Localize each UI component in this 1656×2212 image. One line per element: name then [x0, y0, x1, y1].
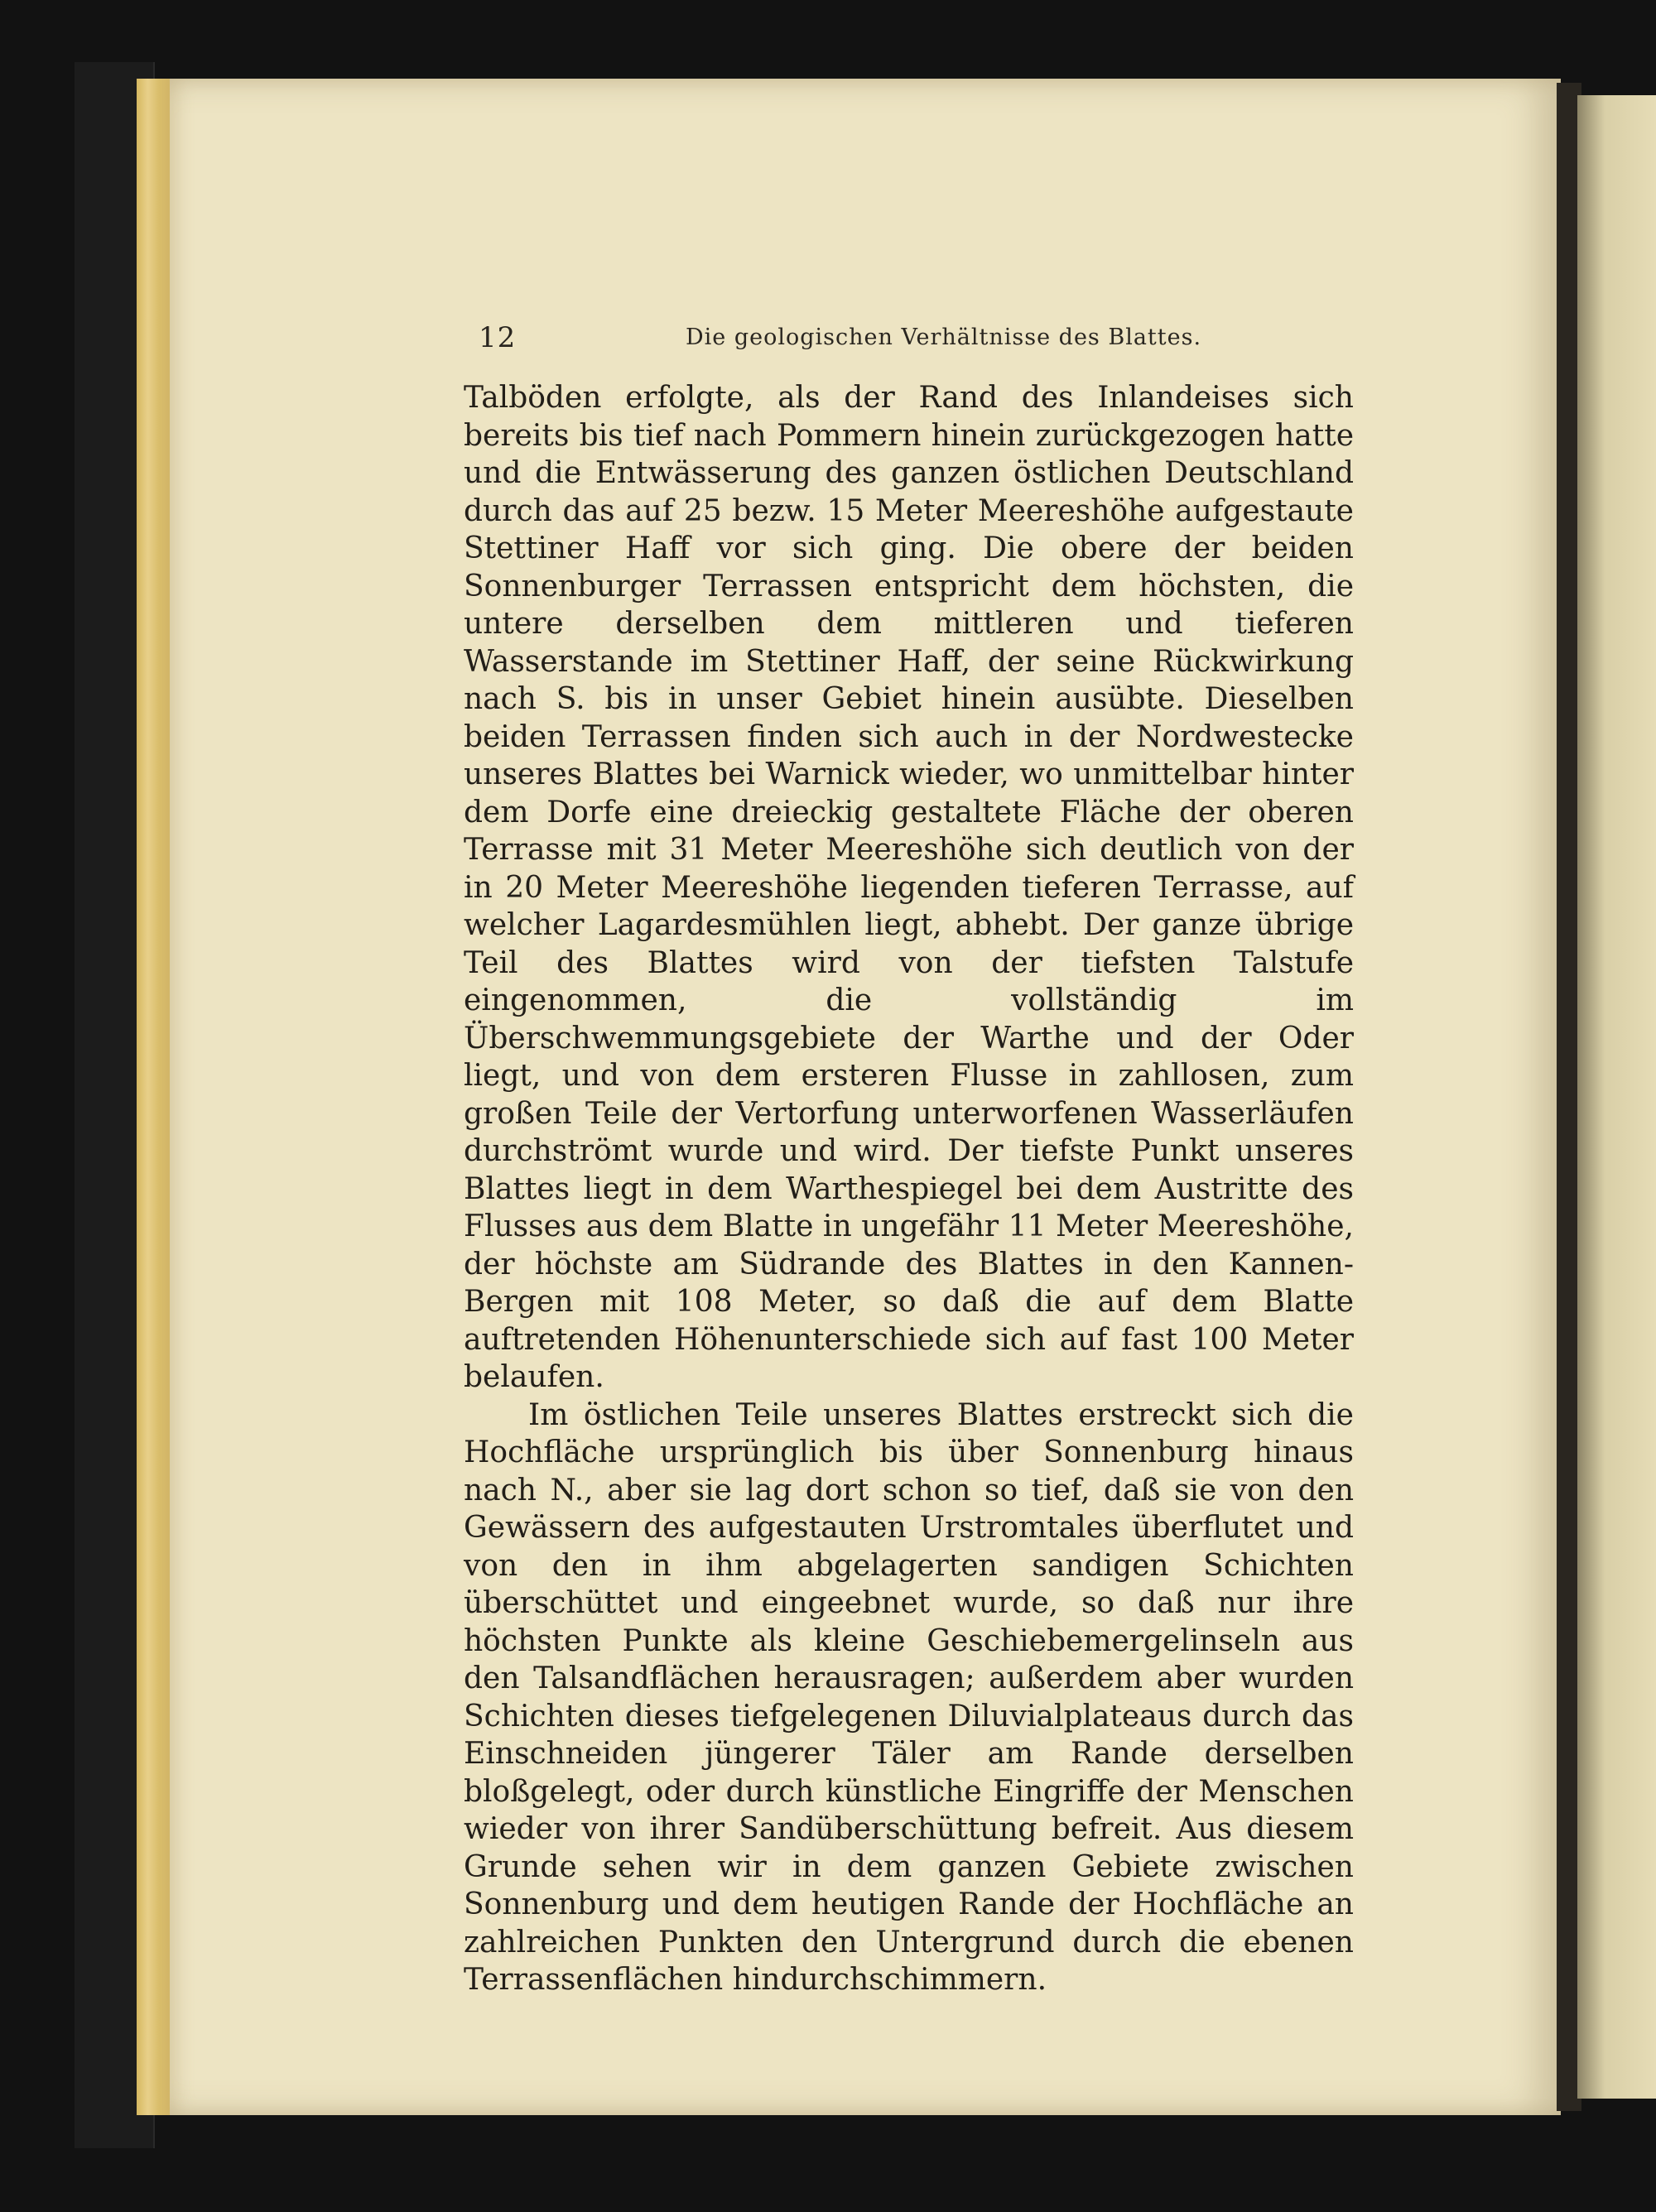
body-text [464, 379, 1354, 1999]
paragraph: Im östlichen Teile unseres Blattes erstreckt sich die Hochfläche ursprünglich bis über Sonnenburg hinaus nach N., aber sie lag dort schon so tief, daß sie von den Gewässern des aufgestauten Urstromtales überflutet und von den in ihm abgelagerten sandigen Schichten überschüttet und eingeebnet wurde, so daß nur ihre höchsten Punkte als kleine Geschiebemergelinseln aus den Talsandflächen herausragen; außerdem aber wurden Schichten dieses tiefgelegenen Diluvialplateaus durch das Einschneiden jüngerer Täler am Rande derselben bloßgelegt, oder durch künstliche Eingriffe der Menschen wieder von ihrer Sandüberschüttung befreit. Aus diesem Grunde sehen wir in dem ganzen Gebiete zwischen Sonnenburg und dem heutigen Rande der Hochfläche an zahlreichen Punkten den Untergrund durch die ebenen Terrassenflächen hindurchschimmern. [464, 1397, 1354, 1997]
running-title: Die geologischen Verhältnisse des Blattes. [686, 325, 1202, 350]
facing-page-edge [1577, 95, 1656, 2099]
paragraph: Talböden erfolgte, als der Rand des Inlandeises sich bereits bis tief nach Pommern hinein zurückgezogen hatte und die Entwässerung des ganzen östlichen Deutschland durch das auf 25 bezw. 15 Meter Meereshöhe aufgestaute Stettiner Haff vor sich ging. Die obere der beiden Sonnenburger Terrassen entspricht dem höchsten, die untere derselben dem mittleren und tieferen Wasserstande im Stettiner Haff, der seine Rückwirkung nach S. bis in unser Gebiet hinein ausübte. Dieselben beiden Terrassen finden sich auch in der Nordwestecke unseres Blattes bei Warnick wieder, wo unmittelbar hinter dem Dorfe eine dreieckig gestaltete Fläche der oberen Terrasse mit 31 Meter Meereshöhe sich deutlich von der in 20 Meter Meereshöhe liegenden tieferen Terrasse, auf welcher Lagardesmühlen liegt, abhebt. Der ganze übrige Teil des Blattes wird von der tiefsten Talstufe eingenommen, die vollständig im Überschwemmungsgebiete der Warthe und der Oder liegt, und von dem ersteren Flusse in zahllosen, zum großen Teile der Vertorfung unterworfenen Wasserläufen durchströmt wurde und wird. Der tiefste Punkt unseres Blattes liegt in dem Warthespiegel bei dem Austritte des Flusses aus dem Blatte in ungefähr 11 Meter Meereshöhe, der höchste am Südrande des Blattes in den Kannen-Bergen mit 108 Meter, so daß die auf dem Blatte auftretenden Höhenunterschiede sich auf fast 100 Meter belaufen. [464, 381, 1354, 1394]
page-number: 12 [479, 321, 517, 354]
running-header [479, 321, 1307, 363]
page-edges [137, 79, 174, 2115]
